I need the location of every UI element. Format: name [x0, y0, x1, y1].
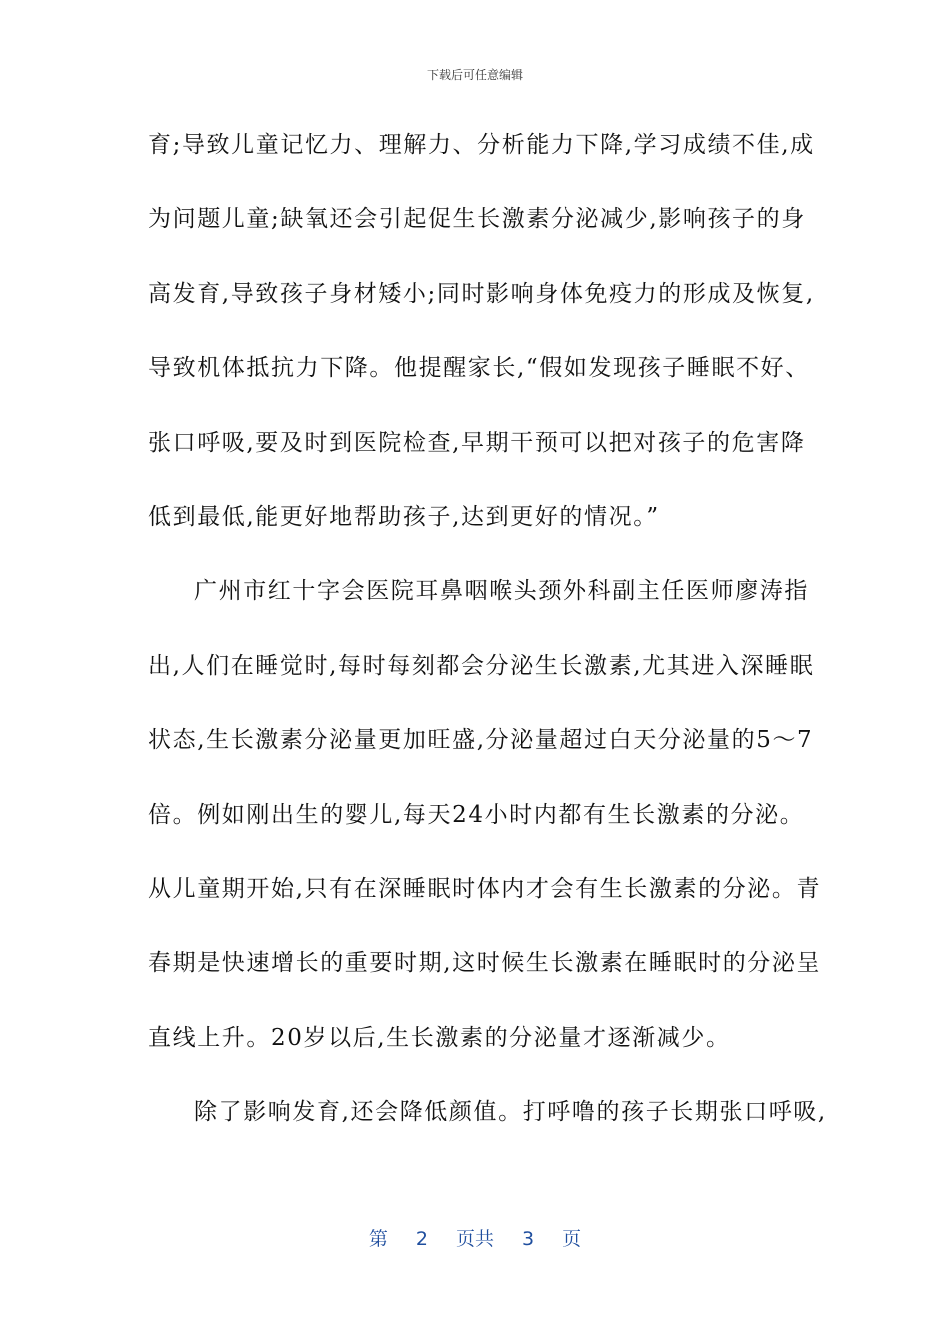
paragraph-start-line: 广州市红十字会医院耳鼻咽喉头颈外科副主任医师廖涛指	[194, 578, 809, 605]
footer-prefix: 第	[368, 1228, 388, 1250]
text-line: 直线上升。20岁以后,生长激素的分泌量才逐渐减少。	[148, 1024, 731, 1051]
text-line: 高发育,导致孩子身材矮小;同时影响身体免疫力的形成及恢复,	[148, 280, 815, 307]
text-line: 春期是快速增长的重要时期,这时候生长激素在睡眠时的分泌呈	[148, 950, 822, 977]
text-line: 出,人们在睡觉时,每时每刻都会分泌生长激素,尤其进入深睡眠	[148, 652, 815, 679]
page-footer	[0, 1224, 950, 1251]
footer-suffix: 页	[562, 1228, 582, 1250]
text-line: 育;导致儿童记忆力、理解力、分析能力下降,学习成绩不佳,成	[148, 132, 815, 158]
current-page-number: 2	[415, 1228, 428, 1250]
page-header: 下载后可任意编辑	[426, 68, 523, 82]
document-body	[148, 112, 827, 1153]
text-line: 导致机体抵抗力下降。他提醒家长,“假如发现孩子睡眠不好、	[148, 355, 810, 382]
text-line: 张口呼吸,要及时到医院检查,早期干预可以把对孩子的危害降	[148, 429, 806, 456]
text-line: 倍。例如刚出生的婴儿,每天24小时内都有生长激素的分泌。	[148, 801, 805, 828]
paragraph-start-line: 除了影响发育,还会降低颜值。打呼噜的孩子长期张口呼吸,	[194, 1099, 827, 1126]
text-line: 从儿童期开始,只有在深睡眠时体内才会有生长激素的分泌。青	[148, 875, 822, 902]
text-line: 低到最低,能更好地帮助孩子,达到更好的情况。”	[148, 503, 660, 530]
footer-middle: 页共	[455, 1228, 494, 1250]
text-line: 状态,生长激素分泌量更加旺盛,分泌量超过白天分泌量的5～7	[148, 727, 814, 754]
total-pages-number: 3	[522, 1228, 535, 1250]
text-line: 为问题儿童;缺氧还会引起促生长激素分泌减少,影响孩子的身	[148, 206, 806, 233]
